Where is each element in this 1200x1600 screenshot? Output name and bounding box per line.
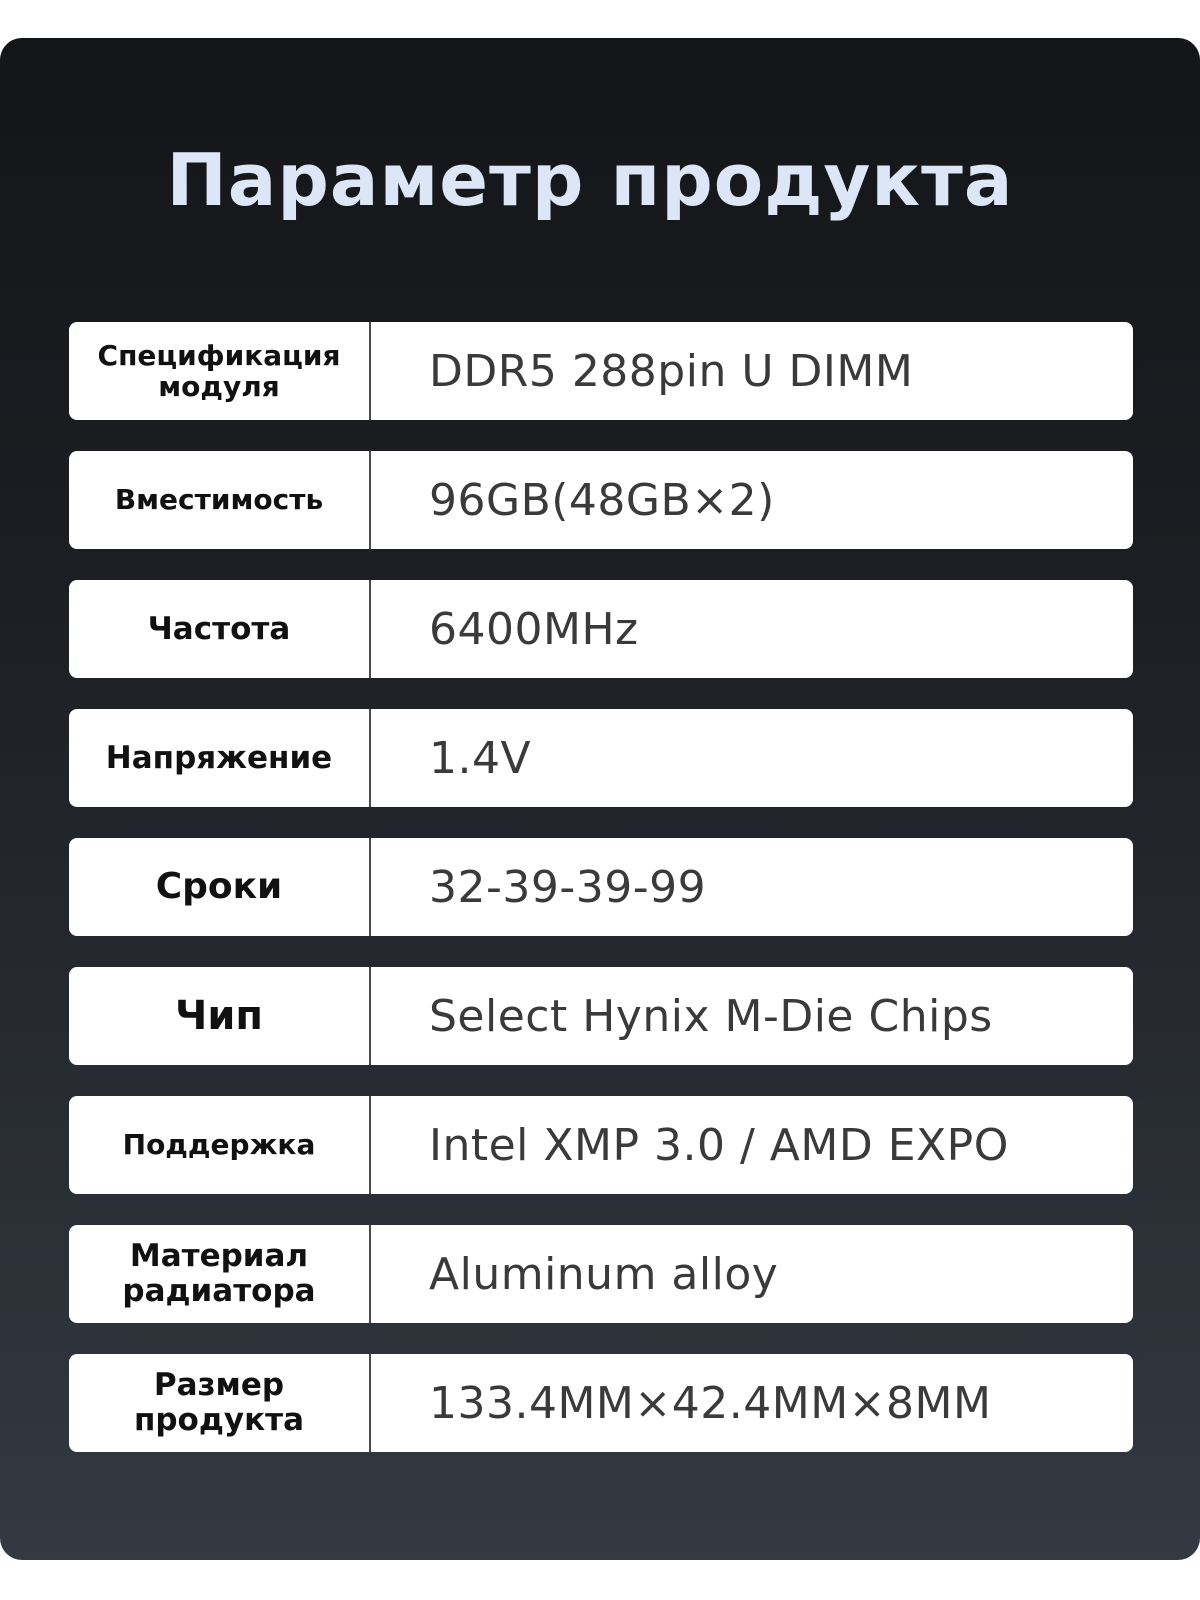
spec-label: Чип: [69, 967, 371, 1065]
spec-value: 133.4MM×42.4MM×8MM: [429, 1377, 992, 1429]
spec-row-module: [69, 322, 1133, 420]
spec-value: Intel XMP 3.0 / AMD EXPO: [429, 1119, 1009, 1171]
spec-row-timings: [69, 838, 1133, 936]
spec-label: Спецификация модуля: [69, 322, 371, 420]
spec-row-voltage: [69, 709, 1133, 807]
spec-label: Поддержка: [69, 1096, 371, 1194]
spec-value: 32-39-39-99: [429, 861, 707, 913]
spec-row-heatsink-material: [69, 1225, 1133, 1323]
spec-value: 96GB(48GB×2): [429, 474, 775, 526]
spec-value: 1.4V: [429, 732, 532, 784]
spec-value: Aluminum alloy: [429, 1248, 779, 1300]
spec-row-capacity: [69, 451, 1133, 549]
spec-row-product-size: [69, 1354, 1133, 1452]
spec-table: [69, 322, 1133, 1483]
spec-row-chip: [69, 967, 1133, 1065]
spec-label: Размер продукта: [69, 1354, 371, 1452]
spec-label: Частота: [69, 580, 371, 678]
product-parameters-card: [0, 38, 1200, 1560]
spec-label: Вместимость: [69, 451, 371, 549]
page-title: Параметр продукта: [166, 138, 1014, 222]
spec-row-frequency: [69, 580, 1133, 678]
spec-value: Select Hynix M-Die Chips: [429, 990, 993, 1042]
spec-label: Материал радиатора: [69, 1225, 371, 1323]
spec-label: Сроки: [69, 838, 371, 936]
spec-row-support: [69, 1096, 1133, 1194]
spec-value: DDR5 288pin U DIMM: [429, 345, 914, 397]
spec-value: 6400MHz: [429, 603, 639, 655]
spec-label: Напряжение: [69, 709, 371, 807]
